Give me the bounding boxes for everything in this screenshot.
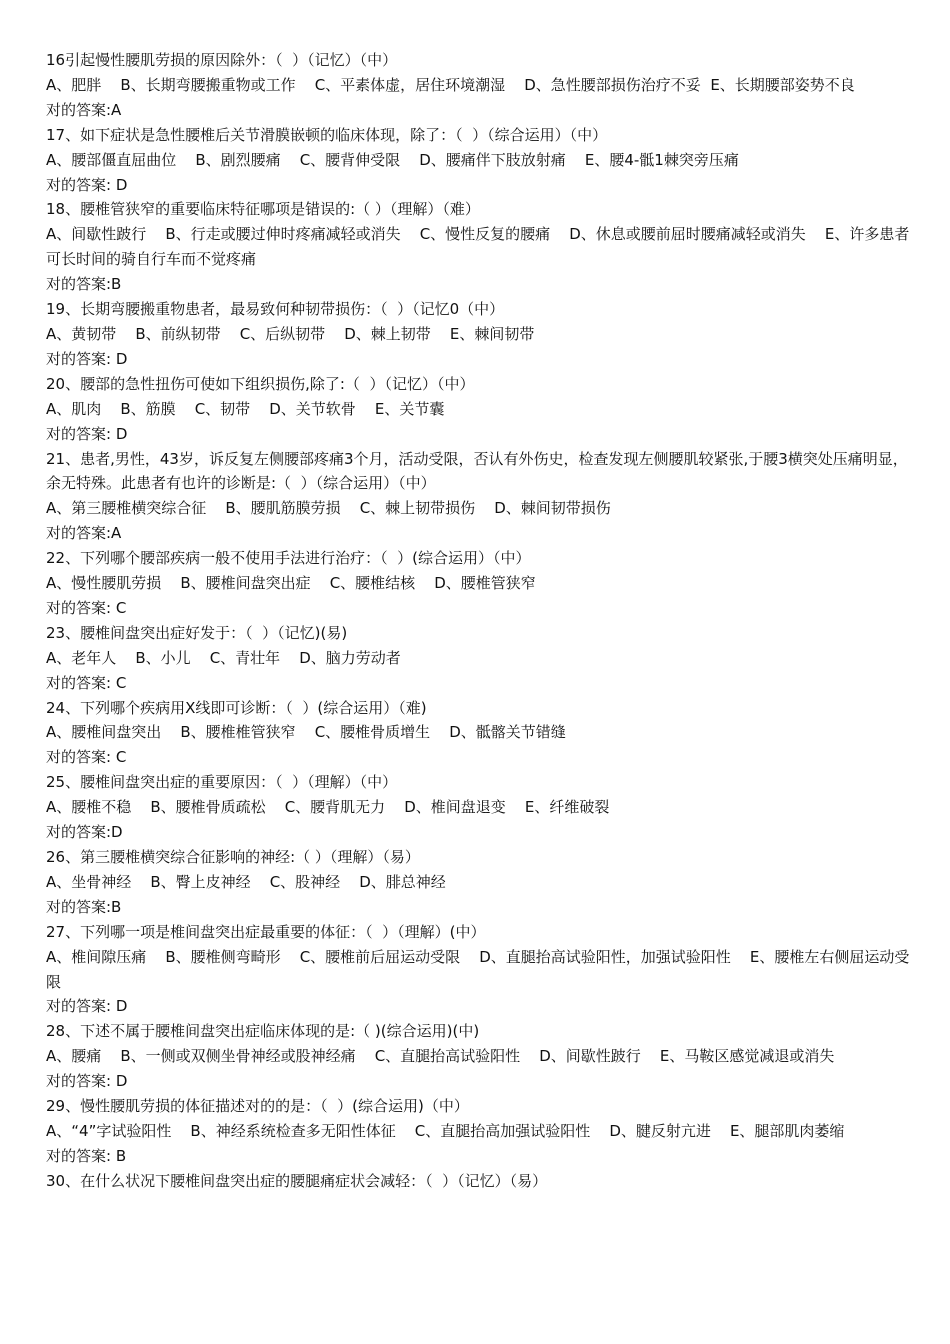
question-options: A、腰椎间盘突出 B、腰椎椎管狭窄 C、腰椎骨质增生 D、骶髂关节错缝: [46, 723, 566, 742]
question-options: A、黄韧带 B、前纵韧带 C、后纵韧带 D、棘上韧带 E、棘间韧带: [46, 324, 535, 343]
answer-line: 对的答案:A: [46, 100, 122, 119]
question-options: A、慢性腰肌劳损 B、腰椎间盘突出症 C、腰椎结核 D、腰椎管狭窄: [46, 574, 536, 593]
answer-line: 对的答案:D: [46, 823, 123, 842]
question-options: A、第三腰椎横突综合征 B、腰肌筋膜劳损 C、棘上韧带损伤 D、棘间韧带损伤: [46, 499, 611, 518]
answer-line: 对的答案: D: [46, 424, 128, 443]
answer-line: 对的答案: D: [46, 349, 128, 368]
question-22: [46, 546, 910, 621]
question-25: [46, 770, 910, 845]
question-stem: 20、腰部的急性扭伤可使如下组织损伤,除了:（ ）（记忆）（中）: [46, 374, 475, 393]
question-18: [46, 197, 910, 297]
question-options: A、肥胖 B、长期弯腰搬重物或工作 C、平素体虚，居住环境潮湿 D、急性腰部损伤治疗不妥 E、长期腰部姿势不良: [46, 75, 855, 94]
question-stem: 18、腰椎管狭窄的重要临床特征哪项是错误的:（ ）（理解）（难）: [46, 200, 480, 219]
answer-line: 对的答案: C: [46, 748, 127, 767]
question-21: [46, 447, 910, 547]
answer-line: 对的答案:B: [46, 897, 122, 916]
question-stem: 26、第三腰椎横突综合征影响的神经:（ ）（理解）（易）: [46, 848, 420, 866]
question-28: [46, 1019, 910, 1094]
question-17: [46, 123, 910, 198]
question-options: A、“4”字试验阳性 B、神经系统检查多无阳性体征 C、直腿抬高加强试验阳性 D、腱反射亢进 E、腿部肌肉萎缩: [46, 1121, 845, 1140]
question-stem: 21、患者,男性，43岁，诉反复左侧腰部疼痛3个月，活动受限，否认有外伤史，检查发现左侧腰肌较紧张,于腰3横突处压痛明显，余无特殊。此患者有也许的诊断是:（ ）（综合运用）（中）: [46, 449, 908, 493]
question-stem: 23、腰椎间盘突出症好发于：（ ）（记忆)(易): [46, 623, 348, 642]
question-options: A、椎间隙压痛 B、腰椎侧弯畸形 C、腰椎前后屈运动受限 D、直腿抬高试验阳性，加强试验阳性 E、腰椎左右侧屈运动受限: [46, 947, 910, 991]
question-23: [46, 621, 910, 696]
question-options: A、老年人 B、小儿 C、青壮年 D、脑力劳动者: [46, 648, 401, 667]
question-stem: 25、腰椎间盘突出症的重要原因：（ ）（理解）（中）: [46, 773, 398, 792]
question-16: [46, 48, 910, 123]
question-stem: 19、长期弯腰搬重物患者，最易致何种韧带损伤：（ ）（记忆0（中）: [46, 300, 505, 319]
question-stem: 28、下述不属于腰椎间盘突出症临床体现的是:（ )(综合运用)(中): [46, 1022, 480, 1041]
question-document: [46, 48, 910, 1194]
question-stem: 17、如下症状是急性腰椎后关节滑膜嵌顿的临床体现，除了：（ ）（综合运用）（中）: [46, 125, 608, 144]
answer-line: 对的答案:A: [46, 524, 122, 543]
question-stem: 22、下列哪个腰部疾病一般不使用手法进行治疗：（ ）(综合运用）（中）: [46, 549, 531, 568]
answer-line: 对的答案: C: [46, 598, 127, 617]
question-stem: 29、慢性腰肌劳损的体征描述对的的是：（ ）(综合运用)（中）: [46, 1097, 469, 1116]
answer-line: 对的答案: D: [46, 175, 128, 194]
question-19: [46, 297, 910, 372]
question-stem: 30、在什么状况下腰椎间盘突出症的腰腿痛症状会减轻：（ ）（记忆）（易）: [46, 1171, 548, 1190]
answer-line: 对的答案: B: [46, 1146, 127, 1165]
question-stem: 24、下列哪个疾病用X线即可诊断：（ ）(综合运用）（难): [46, 698, 427, 717]
question-stem: 27、下列哪一项是椎间盘突出症最重要的体征：（ ）（理解）(中）: [46, 922, 486, 941]
question-26: [46, 845, 910, 920]
question-options: A、间歇性跛行 B、行走或腰过伸时疼痛减轻或消失 C、慢性反复的腰痛 D、休息或腰前屈时腰痛减轻或消失 E、许多患者可长时间的骑自行车而不觉疼痛: [46, 225, 910, 269]
question-30: [46, 1169, 910, 1194]
question-options: A、肌肉 B、筋膜 C、韧带 D、关节软骨 E、关节囊: [46, 399, 445, 418]
question-20: [46, 372, 910, 447]
question-options: A、腰椎不稳 B、腰椎骨质疏松 C、腰背肌无力 D、椎间盘退变 E、纤维破裂: [46, 798, 610, 817]
question-27: [46, 920, 910, 1020]
question-options: A、腰部僵直屈曲位 B、剧烈腰痛 C、腰背伸受限 D、腰痛伴下肢放射痛 E、腰4-骶1棘突旁压痛: [46, 150, 739, 169]
answer-line: 对的答案: C: [46, 673, 127, 692]
question-options: A、坐骨神经 B、臀上皮神经 C、股神经 D、腓总神经: [46, 872, 446, 891]
question-options: A、腰痛 B、一侧或双侧坐骨神经或股神经痛 C、直腿抬高试验阳性 D、间歇性跛行 E、马鞍区感觉减退或消失: [46, 1047, 835, 1066]
answer-line: 对的答案: D: [46, 1072, 128, 1091]
question-24: [46, 696, 910, 771]
answer-line: 对的答案: D: [46, 997, 128, 1016]
answer-line: 对的答案:B: [46, 275, 122, 294]
question-29: [46, 1094, 910, 1169]
question-stem: 16引起慢性腰肌劳损的原因除外：（ ）（记忆）（中）: [46, 51, 398, 69]
